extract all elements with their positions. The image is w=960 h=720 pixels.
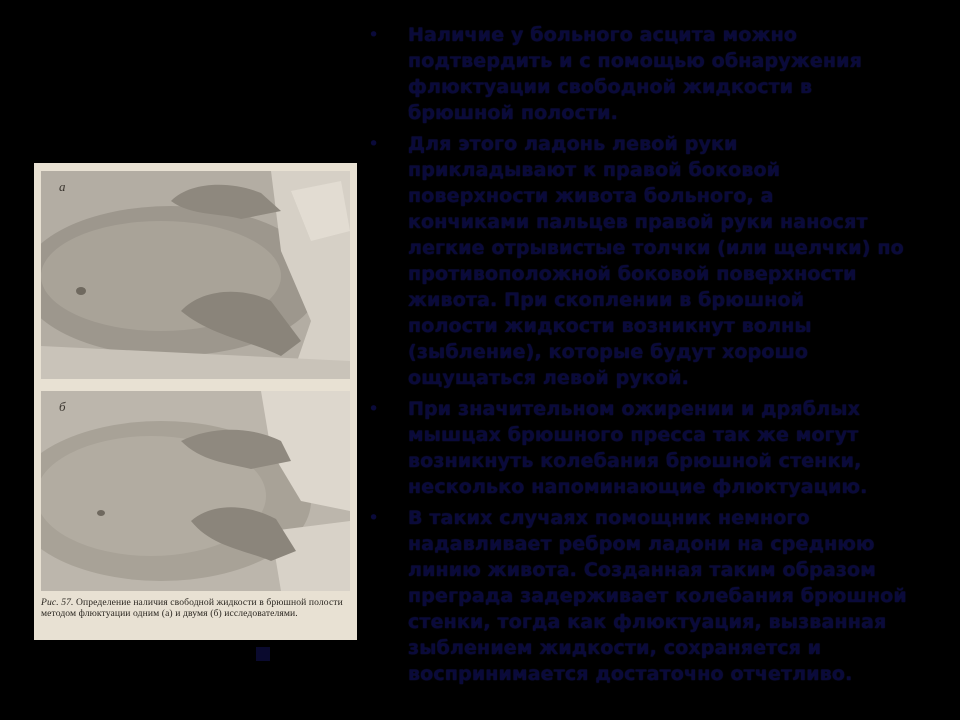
figure-caption-number: Рис. 57. [41, 597, 74, 608]
bullet-marker: • [368, 507, 380, 529]
bullet-item [368, 22, 940, 126]
figure-photo [34, 163, 357, 640]
decorative-square [256, 647, 270, 661]
bullet-item [368, 505, 940, 687]
bullet-marker: • [368, 24, 380, 46]
bullet-list [368, 22, 940, 692]
figure-caption [41, 597, 350, 619]
bullet-text: В таких случаях помощник немного надавливает ребром ладони на среднюю линию живота. Созданная таким образом преграда задерживает колебания брюшной стенки, тогда как флюктуация, вызванная зыблением жидкости, сохраняется и воспринимается достаточно отчетливо. [408, 507, 907, 685]
photo-b-label: б [59, 399, 66, 414]
photo-a-label: a [59, 179, 66, 194]
bullet-marker: • [368, 133, 380, 155]
photo-a-image [41, 171, 350, 379]
photo-b-image [41, 391, 350, 591]
bullet-item [368, 396, 940, 500]
bullet-item [368, 131, 940, 391]
bullet-text: Наличие у больного асцита можно подтвердить и с помощью обнаружения флюктуации свободной жидкости в брюшной полости. [408, 24, 862, 124]
photo-a [41, 171, 350, 379]
photo-b [41, 391, 350, 591]
figure-caption-text: Определение наличия свободной жидкости в брюшной полости методом флюктуации одним (а) и двумя (б) исследователями. [41, 597, 343, 619]
bullet-text: При значительном ожирении и дряблых мышцах брюшного пресса так же могут возникнуть колебания брюшной стенки, несколько напоминающие флюктуацию. [408, 398, 868, 498]
bullet-marker: • [368, 398, 380, 420]
bullet-text: Для этого ладонь левой руки прикладывают к правой боковой поверхности живота больного, а кончиками пальцев правой руки наносят легкие отрывистые толчки (или щелчки) по противоположной боковой поверхности живота. При скоплении в брюшной полости жидкости возникнут волны (зыбление), которые будут хорошо ощущаться левой рукой. [408, 133, 904, 389]
